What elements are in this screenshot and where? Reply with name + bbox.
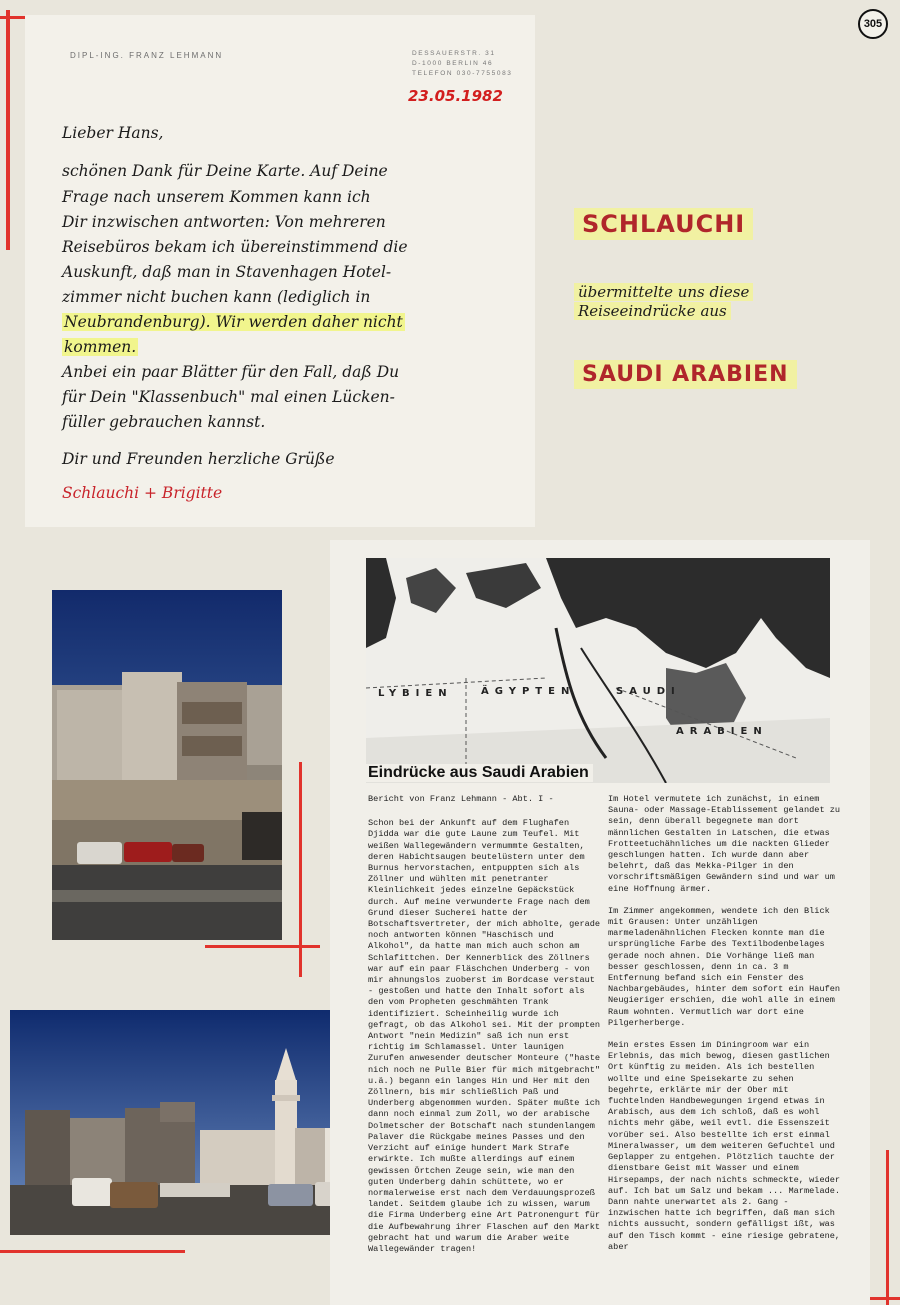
page-number-badge: 305 xyxy=(858,9,888,39)
letter-date: 23.05.1982 xyxy=(408,87,503,105)
article-paragraph: Schon bei der Ankunft auf dem Flughafen Djidda war die gute Laune zum Teufel. Mit weißen Wallegewändern vermummte Gestalten, deren Habichtsaugen beutelüstern unter dem Burnus hervorstachen, entpuppten sich als Zöllner und wühlten mit penetranter Kleinlichkeit jedes einzelne Gepäckstück durch. Auf meine verwunderte Frage nach dem Grund dieser Sucherei hatte der Botschaftsvertreter, der mich abholte, gerade noch antworten können "Haschisch und Alkohol", da hatte man mich auch schon am Schlafittchen. Der Kennerblick des Zöllners war auf ein paar Fläschchen Underberg - von mir ahnungslos zuoberst im Bordcase verstaut - gestoßen und hatte den Inhalt sofort als den vom Propheten geschmähten Trank identifiziert. Scheinheilig wurde ich gefragt, ob das Alkohol sei. Mit der prompten Antwort "nein Medizin" saß ich nun erst richtig im Schlamassel. Unter launigen Zurufen anwesender deutscher Monteure ("haste nich noch ne Pulle Bier für mich mitgebracht" u.ä.) begann ein langes Hin und Her mit den Zöllnern, bis mir schließlich Paß und Underberg abgenommen wurden. Später mußte ich dann noch einmal zum Zoll, wo der arabische Dolmetscher der Botschaft nach stundenlangem Palaver die Rückgabe meines Passes und den Verzicht auf einige hundert Mark Strafe erwirkte. Ich mußte allerdings auf einem gewissen Örtchen Zeuge sein, wie man den guten Underberg dahin schüttete, wo er normalerweise erst nach dem Verdauungsprozeß landet. Seitdem glaube ich zu wissen, warum die Firma Underberg eine Art Patronengurt für die Aufbewahrung ihrer Flaschen auf den Markt gebracht hat und warum die Araber weite Wallegewänder tragen! xyxy=(368,818,601,1254)
side-title-schlauchi: SCHLAUCHI xyxy=(574,208,753,240)
address-phone: TELEFON 030-7755083 xyxy=(412,70,513,77)
article-paragraph: Im Zimmer angekommen, wendete ich den Blick mit Grausen: Unter unzähligen marmeladenähnlichen Flecken konnte man die ursprüngliche Farbe des Textilbodenbelages gerade noch ahnen. Die Vorhänge ließ man besser geschlossen, denn in ca. 3 m Entfernung befand sich ein Fenster des Nachbargebäudes, hinter dem sofort ein Haufen Neugieriger erschien, die wohl alle in einem Raum wohnten. Vermutlich war dort eine Pilgerherberge. xyxy=(608,905,841,1028)
letter-line: Frage nach unserem Kommen kann ich xyxy=(62,188,371,206)
article-paragraph: Im Hotel vermutete ich zunächst, in einem Sauna- oder Massage-Etablissement gelandet zu sein, denn überall begegnete man dort männlichen Gestalten in Latschen, die etwas Frotteetuchähnliches um die nackten Glieder geschlungen hatten. Ich wurde dann aber belehrt, daß das Mekka-Pilger in den vorschriftsmäßigen Gewändern sind und war um eine Hoffnung ärmer. xyxy=(608,794,841,894)
highlight-mark: Neubrandenburg). Wir werden daher nicht xyxy=(64,313,403,331)
address-city: D-1000 BERLIN 46 xyxy=(412,60,494,67)
map-label: ARABIEN xyxy=(676,726,768,737)
article-map xyxy=(366,558,830,783)
side-subtitle-line1: übermittelte uns diese xyxy=(574,283,753,301)
letter-signature: Schlauchi + Brigitte xyxy=(62,484,223,502)
letterhead-address xyxy=(412,49,513,79)
article-column-left xyxy=(368,794,602,1266)
article-paragraph: Mein erstes Essen im Diningroom war ein Erlebnis, das mich bewog, diesen gastlichen Ort künftig zu meiden. Als ich bestellen wollte und eine Speisekarte zu sehen begehrte, erklärte mir der Ober mit fuchtelnden Handbewegungen irgend etwas in Arabisch, aus dem ich schloß, daß es wohl nichts mehr gäbe, weil evtl. die Essenszeit vorüber sei. Also bestellte ich erst einmal Mineralwasser, um dem weiteren Gefuchtel und Geplapper zu entgehen. Plötzlich tauchte der dienstbare Geist mit Wasser und einem Hirsepamps, der nach nichts schmeckte, wieder auf. Ich bat um Salz und bekam ... Marmelade. Dann nahte unerwartet als 2. Gang - inzwischen hatte ich begriffen, daß man sich nichts aussucht, sondern gefälligst ißt, was auf den Tisch kommt - eine riesige gebratene, aber xyxy=(608,1040,841,1252)
letter-salutation: Lieber Hans, xyxy=(62,124,164,142)
red-line-photo1-horizontal xyxy=(205,945,320,948)
letter-closing: Dir und Freunden herzliche Grüße xyxy=(62,450,335,468)
letter-line-highlighted xyxy=(62,313,405,331)
red-line-bottom-left xyxy=(0,1250,185,1253)
red-line-bottom-right-vertical xyxy=(886,1150,889,1305)
photo-old-town-image xyxy=(52,590,282,940)
letter-line: Dir inzwischen antworten: Von mehreren xyxy=(62,213,386,231)
side-title-saudi-arabien: SAUDI ARABIEN xyxy=(574,360,797,389)
article-heading: Eindrücke aus Saudi Arabien xyxy=(364,764,593,782)
letterhead-name: DIPL-ING. FRANZ LEHMANN xyxy=(70,51,224,60)
letter-line: Reisebüros bekam ich übereinstimmend die xyxy=(62,238,408,256)
letter-line-highlighted xyxy=(62,338,138,356)
map-label: ÄGYPTEN xyxy=(481,686,576,697)
article-byline: Bericht von Franz Lehmann - Abt. I - xyxy=(368,794,554,804)
address-street: DESSAUERSTR. 31 xyxy=(412,50,496,57)
map-label: LYBIEN xyxy=(378,688,453,699)
side-subtitle-line2: Reiseeindrücke aus xyxy=(574,302,731,320)
letter-line: füller gebrauchen kannst. xyxy=(62,413,266,431)
red-line-left-vertical xyxy=(6,10,10,250)
letter-line: für Dein "Klassenbuch" mal einen Lücken- xyxy=(62,388,395,406)
map-label: SAUDI xyxy=(616,686,681,697)
letter-line: Anbei ein paar Blätter für den Fall, daß Du xyxy=(62,363,400,381)
map-image xyxy=(366,558,830,783)
photo-street-with-minaret xyxy=(10,1010,360,1235)
letter-line: Auskunft, daß man in Stavenhagen Hotel- xyxy=(62,263,392,281)
letter-line: schönen Dank für Deine Karte. Auf Deine xyxy=(62,162,388,180)
highlight-mark: kommen. xyxy=(64,338,137,356)
photo-old-town-buildings xyxy=(52,590,282,940)
photo-street-image xyxy=(10,1010,360,1235)
letter-line: zimmer nicht buchen kann (lediglich in xyxy=(62,288,371,306)
article-column-right xyxy=(608,794,845,1264)
